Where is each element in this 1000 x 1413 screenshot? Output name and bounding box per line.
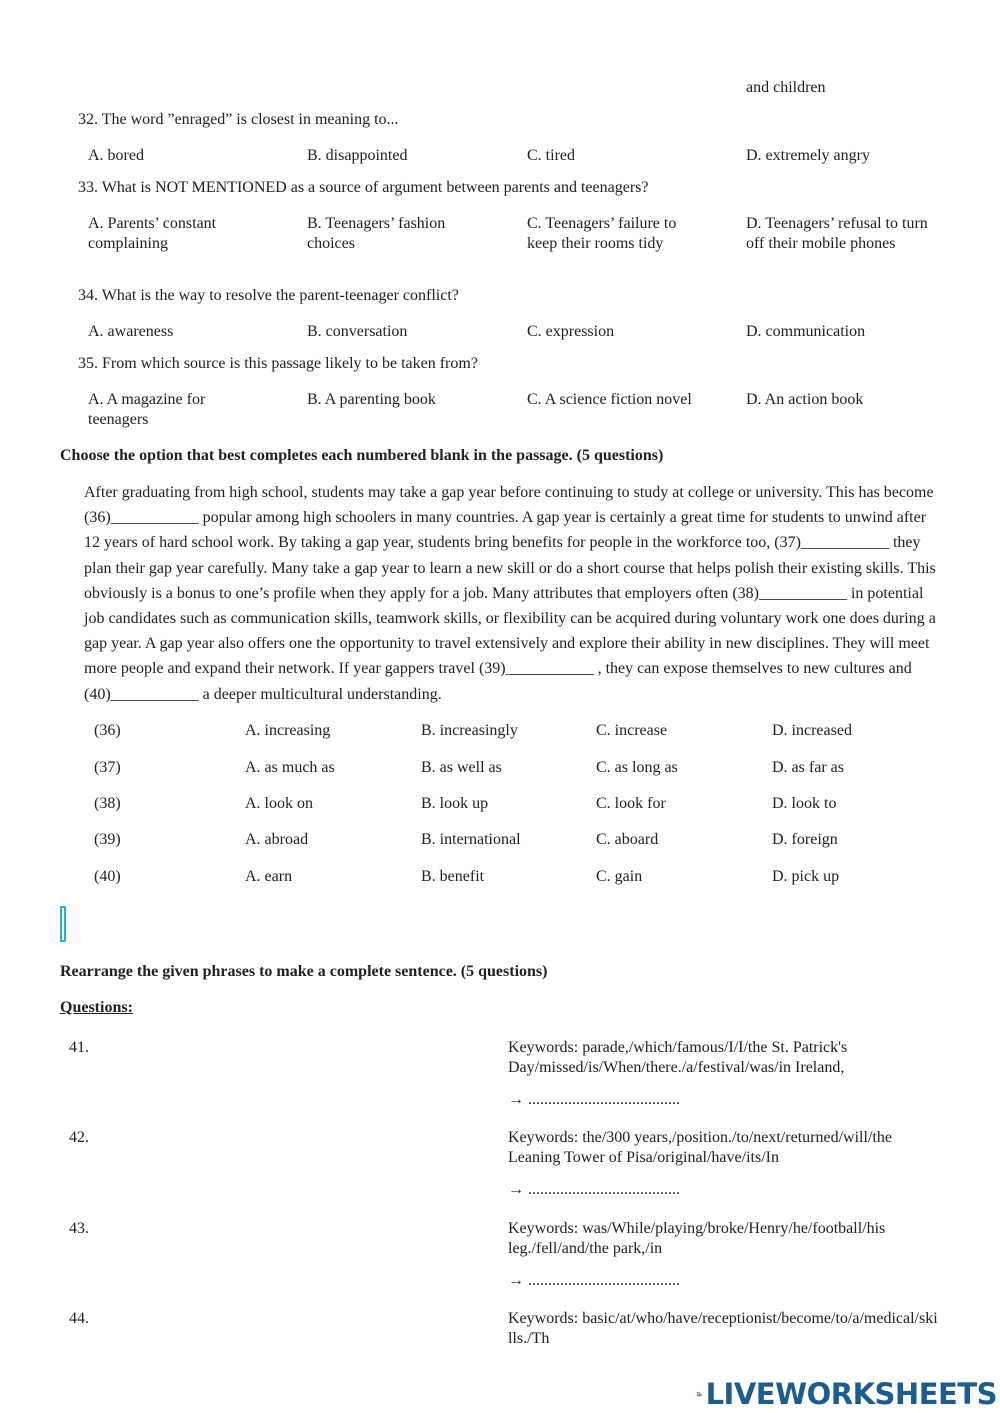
cloze-option-d: D. foreign	[772, 831, 838, 848]
cloze-passage	[84, 480, 944, 707]
q32-option-d: D. extremely angry	[746, 147, 870, 164]
cloze-option-b: B. international	[421, 831, 521, 848]
cloze-option-a: A. look on	[245, 795, 313, 812]
cloze-option-a: A. increasing	[245, 722, 331, 739]
q33-option-c: C. Teenagers’ failure to keep their rooms tidy	[527, 215, 677, 252]
cloze-option-c: C. as long as	[596, 759, 678, 776]
cloze-row-number: (39)	[94, 831, 121, 848]
q35-option-d: D. An action book	[746, 391, 864, 408]
cloze-row-number: (36)	[94, 722, 121, 739]
q33-option-a: A. Parents’ constant complaining	[88, 215, 217, 252]
section-heading-rearrange: Rearrange the given phrases to make a complete sentence. (5 questions)	[60, 963, 548, 980]
q34-option-c: C. expression	[527, 323, 615, 340]
q33-option-d: D. Teenagers’ refusal to turn off their mobile phones	[746, 215, 928, 252]
passage-text: After graduating from high school, students may take a gap year before continuing to study at college or university. This has become	[84, 484, 934, 501]
cloze-option-a: A. earn	[245, 868, 293, 885]
logo-text: LIVEWORKSHEETS	[705, 1377, 997, 1411]
text-input-cursor[interactable]	[60, 906, 66, 942]
passage-text: a deeper multicultural understanding.	[202, 685, 442, 703]
q32-option-b: B. disappointed	[307, 147, 408, 164]
question-35: 35. From which source is this passage likely to be taken from?	[78, 355, 478, 372]
answer-input-42[interactable]: → ......................................	[508, 1181, 680, 1198]
cloze-option-d: D. as far as	[772, 759, 844, 776]
passage-text: they plan their gap year carefully. Many take a gap year to learn a new skill or do a short course that helps polish their existing skills. This obviously is a bonus to one’s profile when they apply for a job. Many attributes that employers often	[84, 534, 936, 602]
question-34: 34. What is the way to resolve the parent-teenager conflict?	[78, 287, 459, 304]
cloze-option-c: C. gain	[596, 868, 643, 885]
cloze-option-a: A. abroad	[245, 831, 309, 848]
q35-option-a: A. A magazine for teenagers	[88, 391, 206, 428]
q34-option-a: A. awareness	[88, 323, 174, 340]
blank-36[interactable]: (36)___________	[84, 509, 199, 527]
passage-text: popular among high schoolers in many countries. A gap year is certainly a great time for students to unwind after 12 years of hard school work. By taking a gap year, students bring benefits for people in the workforce too,	[84, 509, 927, 552]
rearrange-number-44: 44.	[69, 1310, 89, 1327]
rearrange-keywords-42: Keywords: the/300 years,/position./to/next/returned/will/the Leaning Tower of Pisa/original/have/its/In	[508, 1129, 892, 1166]
cloze-option-c: C. increase	[596, 722, 668, 739]
rearrange-keywords-43: Keywords: was/While/playing/broke/Henry/he/football/his leg./fell/and/the park,/in	[508, 1220, 886, 1257]
questions-label: Questions:	[60, 999, 133, 1016]
cloze-option-d: D. look to	[772, 795, 837, 812]
cloze-option-b: B. as well as	[421, 759, 502, 776]
liveworksheets-logo-icon	[697, 1380, 702, 1408]
q32-option-c: C. tired	[527, 147, 575, 164]
blank-39[interactable]: (39)___________	[478, 660, 594, 678]
rearrange-number-41: 41.	[69, 1039, 89, 1056]
q33-option-b: B. Teenagers’ fashion choices	[307, 215, 446, 252]
cloze-row-number: (37)	[94, 759, 121, 776]
question-33: 33. What is NOT MENTIONED as a source of argument between parents and teenagers?	[78, 179, 649, 196]
cloze-option-b: B. increasingly	[421, 722, 518, 739]
cloze-row-number: (40)	[94, 868, 121, 885]
rearrange-keywords-44: Keywords: basic/at/who/have/receptionist/become/to/a/medical/skills./Th	[508, 1310, 938, 1347]
answer-input-43[interactable]: → ......................................	[508, 1272, 680, 1289]
cloze-option-b: B. look up	[421, 795, 489, 812]
cloze-option-d: D. pick up	[772, 868, 840, 885]
rearrange-number-43: 43.	[69, 1220, 89, 1237]
blank-38[interactable]: (38)___________	[732, 584, 847, 602]
rearrange-number-42: 42.	[69, 1129, 89, 1146]
cloze-row-number: (38)	[94, 795, 121, 812]
q32-option-a: A. bored	[88, 147, 144, 164]
passage-text: in potential job candidates such as communication skills, teamwork skills, or flexibility can be acquired during voluntary work one does during a gap year. A gap year also offers one the opportunity to travel extensively and explore their ability in new disciplines. They will meet more people and expand their network. If year gappers travel	[84, 584, 936, 678]
q35-option-b: B. A parenting book	[307, 391, 436, 408]
q35-option-c: C. A science fiction novel	[527, 391, 692, 408]
q34-option-b: B. conversation	[307, 323, 408, 340]
q34-option-d: D. communication	[746, 323, 866, 340]
option-fragment: and children	[746, 79, 826, 96]
blank-37[interactable]: (37)___________	[774, 534, 889, 552]
section-heading-cloze: Choose the option that best completes each numbered blank in the passage. (5 questions)	[60, 447, 664, 464]
rearrange-keywords-41: Keywords: parade,/which/famous/I/I/the St. Patrick's Day/missed/is/When/there./a/festival/was/in Ireland,	[508, 1039, 848, 1076]
cloze-option-c: C. aboard	[596, 831, 659, 848]
question-32: 32. The word ”enraged” is closest in meaning to...	[78, 111, 399, 128]
cloze-option-d: D. increased	[772, 722, 852, 739]
passage-text: , they can expose themselves to new cultures and	[597, 660, 912, 678]
cloze-option-c: C. look for	[596, 795, 666, 812]
cloze-option-b: B. benefit	[421, 868, 485, 885]
blank-40[interactable]: (40)___________	[84, 685, 199, 703]
answer-input-41[interactable]: → ......................................	[508, 1091, 680, 1108]
cloze-option-a: A. as much as	[245, 759, 335, 776]
liveworksheets-logo[interactable]	[697, 1376, 997, 1412]
